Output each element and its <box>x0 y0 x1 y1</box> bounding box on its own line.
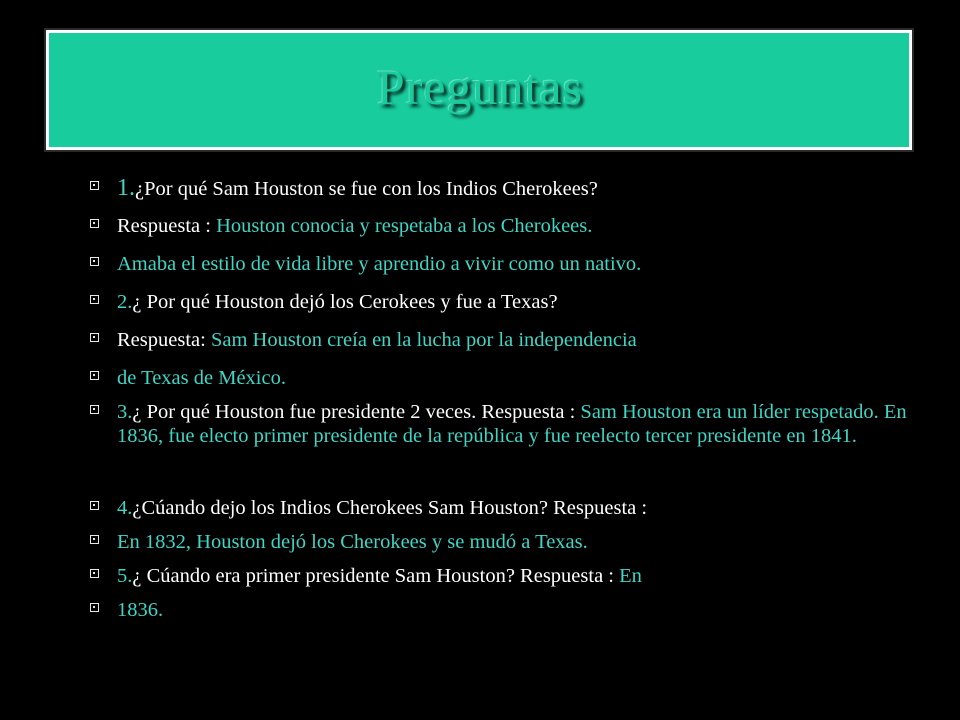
text-segment: Sam Houston era un líder respetado. En 1836, fue electo primer presidente de la república y fue reelecto tercer presidente en 1841. <box>117 401 907 447</box>
square-bullet-icon <box>90 333 99 342</box>
text-segment: 4. <box>117 497 133 519</box>
square-bullet-icon <box>90 219 99 228</box>
slide-title: Preguntas <box>376 59 584 115</box>
text-segment: 1836. <box>117 599 164 621</box>
square-bullet-icon <box>90 535 99 544</box>
text-segment: Respuesta : <box>117 215 217 237</box>
text-segment: 3. <box>117 401 133 423</box>
text-segment: ¿ Por qué Houston fue presidente 2 veces. Respuesta : <box>132 401 581 423</box>
text-segment: de Texas de México. <box>117 367 286 389</box>
list-item-text <box>117 214 920 238</box>
text-segment: 5. <box>117 565 133 587</box>
text-segment: ¿Cúando dejo los Indios Cherokees Sam Houston? Respuesta : <box>132 497 648 519</box>
text-segment: Respuesta: <box>117 329 211 351</box>
text-segment: Amaba el estilo de vida libre y aprendio a vivir como un nativo. <box>117 253 642 275</box>
square-bullet-icon <box>90 371 99 380</box>
list-item-text <box>117 290 920 314</box>
text-segment: Houston conocia y respetaba a los Cherokees. <box>216 215 593 237</box>
square-bullet-icon <box>90 257 99 266</box>
list-item-text <box>117 328 920 352</box>
list-item-text <box>117 252 920 276</box>
list-item-text <box>117 496 920 520</box>
list-item-text <box>117 366 920 390</box>
text-segment: 1. <box>117 175 135 201</box>
text-segment: ¿Por qué Sam Houston se fue con los Indios Cherokees? <box>135 178 598 200</box>
list-item-text <box>117 400 920 448</box>
text-segment: En <box>619 565 642 587</box>
square-bullet-icon <box>90 181 99 190</box>
square-bullet-icon <box>90 295 99 304</box>
list-item-text <box>117 176 920 201</box>
text-segment: 2. <box>117 291 133 313</box>
square-bullet-icon <box>90 501 99 510</box>
list-item-text <box>117 598 920 622</box>
list-item-text <box>117 530 920 554</box>
text-segment: Sam Houston creía en la lucha por la independencia <box>210 329 637 351</box>
text-segment: En 1832, Houston dejó los Cherokees y se mudó a Texas. <box>117 531 588 553</box>
square-bullet-icon <box>90 569 99 578</box>
text-segment: ¿ Por qué Houston dejó los Cerokees y fue a Texas? <box>132 291 558 313</box>
list-item-text <box>117 564 920 588</box>
square-bullet-icon <box>90 603 99 612</box>
text-segment: ¿ Cúando era primer presidente Sam Houston? Respuesta : <box>132 565 620 587</box>
square-bullet-icon <box>90 405 99 414</box>
